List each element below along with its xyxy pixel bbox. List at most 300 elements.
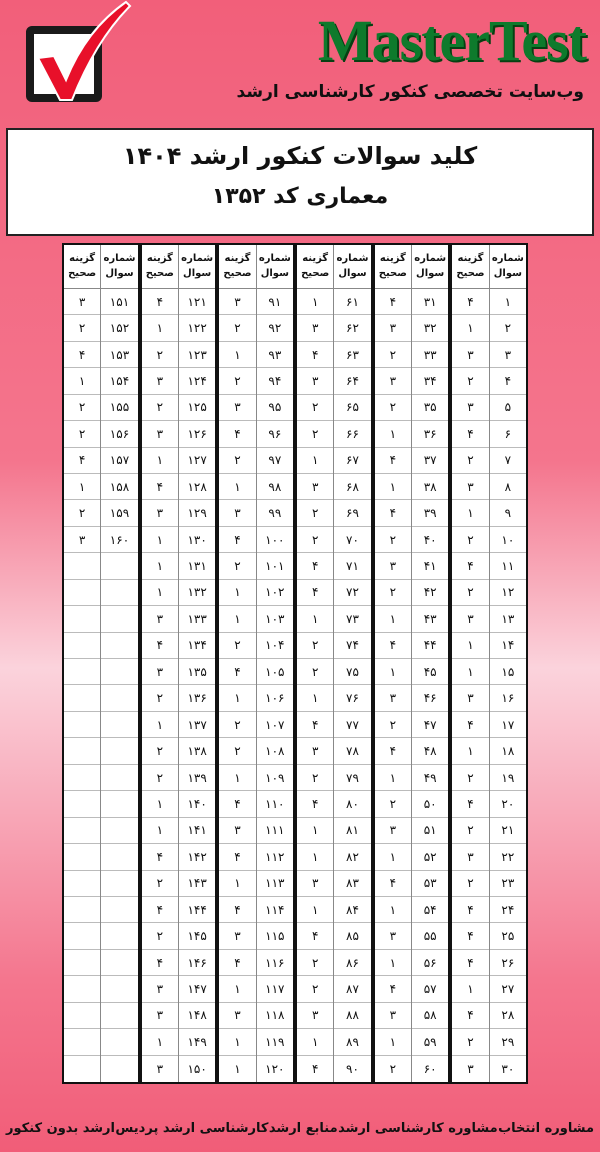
question-number-cell: ۴ [490, 368, 526, 394]
question-number-cell: ۱۳۶ [179, 685, 215, 711]
question-number-cell: ۱۳۸ [179, 738, 215, 764]
answer-cell [64, 659, 100, 685]
answer-cell: ۴ [219, 844, 255, 870]
column-group [142, 245, 220, 1082]
answer-cell: ۴ [452, 1003, 488, 1029]
answer-cell: ۲ [142, 395, 178, 421]
answer-cell: ۲ [297, 500, 333, 526]
answer-cell: ۳ [297, 871, 333, 897]
question-number-cell: ۸۰ [334, 791, 370, 817]
question-number-cell: ۳۷ [412, 448, 448, 474]
answer-cell: ۳ [219, 923, 255, 949]
answer-cell: ۲ [452, 527, 488, 553]
answer-cell: ۱ [297, 289, 333, 315]
question-number-cell: ۱۵۷ [101, 448, 137, 474]
answer-cell: ۳ [64, 527, 100, 553]
answer-cell: ۳ [297, 368, 333, 394]
answer-cell: ۳ [142, 976, 178, 1002]
answer-cell: ۳ [375, 685, 411, 711]
answer-cell: ۳ [219, 818, 255, 844]
answer-cell: ۳ [375, 368, 411, 394]
answer-cell: ۴ [452, 791, 488, 817]
answer-cell: ۱ [375, 606, 411, 632]
question-number-cell: ۹۱ [257, 289, 293, 315]
answer-cell: ۱ [142, 527, 178, 553]
answer-cell: ۱ [219, 342, 255, 368]
answer-cell: ۳ [219, 1003, 255, 1029]
column-group [297, 245, 375, 1082]
question-number-cell: ۱۴۲ [179, 844, 215, 870]
page-subtitle: معماری کد ۱۳۵۲ [211, 184, 389, 209]
answer-cell [64, 1029, 100, 1055]
question-number-cell: ۱۰۸ [257, 738, 293, 764]
question-number-cell: ۱۰۹ [257, 765, 293, 791]
header-correct-answer: گزینه صحیح [219, 245, 255, 289]
question-number-cell: ۱۵۱ [101, 289, 137, 315]
answer-cell: ۱ [219, 976, 255, 1002]
answer-cell: ۱ [452, 738, 488, 764]
answer-cell: ۴ [452, 897, 488, 923]
answer-cell [64, 685, 100, 711]
question-number-cell: ۸۲ [334, 844, 370, 870]
question-number-cell: ۲۸ [490, 1003, 526, 1029]
question-number-cell: ۸۳ [334, 871, 370, 897]
header-question-number: شماره سوال [257, 245, 293, 289]
header-question-number: شماره سوال [412, 245, 448, 289]
answer-cell [64, 818, 100, 844]
question-number-cell: ۳۹ [412, 500, 448, 526]
answer-cell: ۲ [452, 580, 488, 606]
question-number-cell: ۱۲۳ [179, 342, 215, 368]
question-number-cell [101, 923, 137, 949]
column-group [452, 245, 526, 1082]
answer-cell: ۱ [64, 474, 100, 500]
answer-cell: ۲ [375, 712, 411, 738]
answer-cell: ۴ [219, 897, 255, 923]
question-number-cell: ۱۳۵ [179, 659, 215, 685]
answer-cell: ۴ [142, 633, 178, 659]
answer-cell: ۱ [452, 976, 488, 1002]
answer-cell: ۴ [142, 897, 178, 923]
question-number-cell: ۱۳ [490, 606, 526, 632]
question-number-cell: ۱۰۳ [257, 606, 293, 632]
question-number-cell: ۶۶ [334, 421, 370, 447]
question-number-cell: ۱۵۰ [187, 1061, 207, 1076]
question-number-cell: ۱۰۲ [257, 580, 293, 606]
answer-cell: ۲ [375, 527, 411, 553]
answer-cell: ۲ [142, 765, 178, 791]
answer-column [452, 245, 488, 1082]
question-number-cell: ۶۰ [423, 1061, 437, 1076]
answer-cell [64, 976, 100, 1002]
question-number-cell: ۹۸ [257, 474, 293, 500]
question-number-cell [101, 1029, 137, 1055]
answer-cell: ۲ [297, 659, 333, 685]
question-number-cell: ۴۶ [412, 685, 448, 711]
answer-cell: ۴ [375, 976, 411, 1002]
answer-cell: ۴ [375, 738, 411, 764]
question-number-cell [101, 580, 137, 606]
answer-cell: ۳ [452, 844, 488, 870]
question-number-cell: ۱۴۷ [179, 976, 215, 1002]
answer-cell [64, 923, 100, 949]
question-number-cell: ۹۶ [257, 421, 293, 447]
question-number-cell: ۷۱ [334, 553, 370, 579]
question-number-cell: ۱۳۴ [179, 633, 215, 659]
question-number-column [178, 245, 215, 1082]
question-number-cell: ۴۴ [412, 633, 448, 659]
question-number-cell [101, 685, 137, 711]
question-number-cell: ۱۱۵ [257, 923, 293, 949]
checkmark-logo-icon [16, 0, 136, 110]
question-number-cell: ۷۴ [334, 633, 370, 659]
answer-cell [64, 712, 100, 738]
question-number-cell: ۹۲ [257, 315, 293, 341]
question-number-cell: ۱۵۸ [101, 474, 137, 500]
answer-cell: ۲ [297, 395, 333, 421]
question-number-cell: ۲۴ [490, 897, 526, 923]
question-number-cell [101, 633, 137, 659]
answer-cell: ۳ [297, 474, 333, 500]
question-number-cell [101, 738, 137, 764]
question-number-cell: ۱۴۸ [179, 1003, 215, 1029]
question-number-cell: ۱۲۰ [265, 1061, 285, 1076]
question-number-cell [101, 844, 137, 870]
answer-cell: ۴ [375, 871, 411, 897]
question-number-column [100, 245, 137, 1082]
question-number-cell: ۱۰۴ [257, 633, 293, 659]
answer-cell: ۱ [297, 685, 333, 711]
question-number-cell: ۱۰۵ [257, 659, 293, 685]
question-number-cell: ۱۰۱ [257, 553, 293, 579]
answer-cell: ۲ [452, 818, 488, 844]
question-number-cell: ۳۸ [412, 474, 448, 500]
question-number-cell: ۱۲۲ [179, 315, 215, 341]
question-number-cell: ۵۷ [412, 976, 448, 1002]
answer-cell: ۱ [375, 765, 411, 791]
question-number-cell [101, 712, 137, 738]
answer-cell: ۱ [452, 633, 488, 659]
answer-cell: ۲ [375, 395, 411, 421]
question-number-cell: ۱۱۷ [257, 976, 293, 1002]
answer-cell: ۴ [452, 553, 488, 579]
answer-cell: ۲ [297, 950, 333, 976]
answer-cell: ۲ [219, 633, 255, 659]
answer-cell: ۱ [452, 659, 488, 685]
question-number-cell [101, 871, 137, 897]
answer-cell: ۱ [219, 765, 255, 791]
answer-cell: ۱ [64, 368, 100, 394]
answer-cell [64, 738, 100, 764]
question-number-cell: ۳ [490, 342, 526, 368]
answer-cell: ۲ [219, 315, 255, 341]
answer-cell: ۳ [142, 368, 178, 394]
question-number-cell: ۴۳ [412, 606, 448, 632]
answer-cell: ۲ [142, 871, 178, 897]
answer-cell: ۲ [219, 448, 255, 474]
answer-cell: ۲ [64, 395, 100, 421]
question-number-cell: ۶۹ [334, 500, 370, 526]
question-number-cell: ۱۳۲ [179, 580, 215, 606]
question-number-cell: ۱۲۹ [179, 500, 215, 526]
answer-cell [64, 871, 100, 897]
header-question-number: شماره سوال [101, 245, 137, 289]
question-number-cell: ۶ [490, 421, 526, 447]
answer-cell: ۱ [375, 844, 411, 870]
answer-cell: ۳ [219, 289, 255, 315]
footer-link-resources[interactable]: منابع ارشد [268, 1121, 338, 1136]
question-number-cell: ۳۱ [412, 289, 448, 315]
answer-cell: ۳ [219, 395, 255, 421]
footer-link-counseling[interactable]: مشاوره کارشناسی ارشد [338, 1121, 498, 1136]
answer-cell: ۳ [297, 315, 333, 341]
question-number-cell: ۱۶ [490, 685, 526, 711]
answer-column [297, 245, 333, 1082]
question-number-cell: ۱۵۹ [101, 500, 137, 526]
footer-link-no-exam[interactable]: ارشد بدون کنکور [6, 1121, 115, 1136]
answer-cell: ۳ [467, 1061, 474, 1076]
answer-cell: ۱ [452, 500, 488, 526]
answer-cell: ۲ [375, 791, 411, 817]
answer-cell: ۱ [142, 818, 178, 844]
question-number-cell [101, 606, 137, 632]
answer-cell: ۳ [375, 553, 411, 579]
footer-link-pardis[interactable]: کارشناسی ارشد پردیس [115, 1121, 269, 1136]
question-number-cell: ۸۱ [334, 818, 370, 844]
question-number-cell: ۸۷ [334, 976, 370, 1002]
answer-cell: ۳ [156, 1061, 164, 1076]
question-number-column [256, 245, 293, 1082]
answer-cell: ۴ [452, 421, 488, 447]
question-number-cell: ۷۰ [334, 527, 370, 553]
answer-cell: ۱ [219, 685, 255, 711]
answer-cell: ۱ [219, 871, 255, 897]
question-number-cell [101, 553, 137, 579]
answer-cell: ۱ [375, 950, 411, 976]
question-number-cell: ۲۱ [490, 818, 526, 844]
question-number-cell: ۲۶ [490, 950, 526, 976]
question-number-cell: ۴۰ [412, 527, 448, 553]
answer-cell: ۴ [142, 474, 178, 500]
answer-cell: ۲ [452, 448, 488, 474]
answer-cell: ۲ [297, 976, 333, 1002]
answer-cell: ۲ [219, 553, 255, 579]
answer-cell: ۳ [452, 685, 488, 711]
answer-cell: ۲ [452, 368, 488, 394]
question-number-cell: ۱۱۳ [257, 871, 293, 897]
answer-cell: ۳ [452, 606, 488, 632]
answer-cell: ۲ [64, 315, 100, 341]
answer-cell: ۱ [297, 606, 333, 632]
question-number-cell [101, 791, 137, 817]
answer-cell [64, 950, 100, 976]
answer-cell: ۴ [375, 289, 411, 315]
question-number-cell [101, 765, 137, 791]
answer-cell: ۲ [297, 421, 333, 447]
question-number-cell: ۷ [490, 448, 526, 474]
answer-cell: ۳ [375, 315, 411, 341]
column-group [375, 245, 453, 1082]
question-number-cell: ۱۴ [490, 633, 526, 659]
answer-cell: ۲ [375, 342, 411, 368]
answer-cell [64, 633, 100, 659]
answer-cell: ۴ [297, 712, 333, 738]
question-number-cell: ۱۴۴ [179, 897, 215, 923]
question-number-cell: ۸۴ [334, 897, 370, 923]
answer-cell: ۴ [452, 289, 488, 315]
answer-cell: ۱ [297, 1029, 333, 1055]
header-correct-answer: گزینه صحیح [142, 245, 178, 289]
answer-column [375, 245, 411, 1082]
question-number-cell: ۴۸ [412, 738, 448, 764]
question-number-cell: ۷۷ [334, 712, 370, 738]
question-number-cell: ۱۲ [490, 580, 526, 606]
question-number-cell: ۷۳ [334, 606, 370, 632]
answer-cell: ۱ [452, 315, 488, 341]
answer-cell: ۱ [297, 818, 333, 844]
question-number-cell: ۵۰ [412, 791, 448, 817]
question-number-cell: ۱۰۶ [257, 685, 293, 711]
answer-cell: ۲ [142, 342, 178, 368]
question-number-cell: ۶۵ [334, 395, 370, 421]
question-number-cell: ۱۲۵ [179, 395, 215, 421]
question-number-cell [101, 1056, 137, 1082]
answer-cell: ۴ [375, 448, 411, 474]
title-box [6, 128, 594, 236]
question-number-cell: ۱۳۱ [179, 553, 215, 579]
question-number-cell: ۱۵۳ [101, 342, 137, 368]
question-number-cell: ۱۳۳ [179, 606, 215, 632]
question-number-cell: ۲۵ [490, 923, 526, 949]
question-number-cell: ۸ [490, 474, 526, 500]
question-number-cell: ۷۵ [334, 659, 370, 685]
question-number-cell [101, 818, 137, 844]
answer-cell: ۴ [219, 421, 255, 447]
answer-cell: ۴ [297, 342, 333, 368]
answer-cell: ۲ [297, 527, 333, 553]
answer-cell: ۴ [64, 448, 100, 474]
question-number-cell: ۱۱۰ [257, 791, 293, 817]
answer-cell: ۴ [297, 923, 333, 949]
question-number-cell [101, 950, 137, 976]
answer-cell: ۱ [375, 1029, 411, 1055]
question-number-cell: ۶۲ [334, 315, 370, 341]
answer-cell: ۳ [297, 1003, 333, 1029]
answer-cell [64, 897, 100, 923]
answer-cell: ۲ [219, 368, 255, 394]
question-number-cell: ۱۱۴ [257, 897, 293, 923]
answer-column [142, 245, 178, 1082]
answer-cell: ۳ [297, 738, 333, 764]
question-number-cell: ۱۲۶ [179, 421, 215, 447]
column-group [219, 245, 297, 1082]
question-number-cell: ۳۲ [412, 315, 448, 341]
answer-cell: ۱ [142, 448, 178, 474]
question-number-cell: ۵۴ [412, 897, 448, 923]
answer-cell: ۲ [452, 1029, 488, 1055]
question-number-cell: ۳۳ [412, 342, 448, 368]
question-number-cell: ۵۱ [412, 818, 448, 844]
answer-cell: ۱ [375, 421, 411, 447]
question-number-column [489, 245, 526, 1082]
answer-cell: ۲ [142, 685, 178, 711]
answer-cell: ۱ [142, 315, 178, 341]
answer-cell: ۴ [311, 1061, 319, 1076]
answer-cell: ۲ [452, 871, 488, 897]
answer-cell: ۲ [142, 923, 178, 949]
question-number-cell: ۶۸ [334, 474, 370, 500]
answer-cell [64, 1056, 100, 1082]
question-number-cell: ۱۰ [490, 527, 526, 553]
question-number-column [411, 245, 448, 1082]
answer-cell: ۴ [452, 950, 488, 976]
answer-cell: ۴ [219, 527, 255, 553]
question-number-cell: ۵۶ [412, 950, 448, 976]
answer-cell: ۴ [375, 500, 411, 526]
answer-cell: ۲ [297, 765, 333, 791]
question-number-cell: ۲۲ [490, 844, 526, 870]
answer-cell: ۲ [64, 500, 100, 526]
question-number-cell: ۱۸ [490, 738, 526, 764]
header-correct-answer: گزینه صحیح [64, 245, 100, 289]
answer-cell [64, 553, 100, 579]
question-number-cell: ۵۹ [412, 1029, 448, 1055]
footer-link-selection[interactable]: مشاوره انتخاب [498, 1121, 594, 1136]
answer-cell: ۳ [375, 923, 411, 949]
question-number-cell: ۱۵ [490, 659, 526, 685]
question-number-cell: ۲۷ [490, 976, 526, 1002]
question-number-cell: ۴۹ [412, 765, 448, 791]
question-number-cell: ۸۵ [334, 923, 370, 949]
question-number-cell: ۱۴۱ [179, 818, 215, 844]
question-number-cell: ۵۲ [412, 844, 448, 870]
question-number-cell: ۱۱۸ [257, 1003, 293, 1029]
page-title: کلید سوالات کنکور ارشد ۱۴۰۴ [122, 142, 478, 170]
answer-cell: ۳ [452, 474, 488, 500]
answer-cell: ۴ [297, 791, 333, 817]
question-number-cell: ۹۷ [257, 448, 293, 474]
question-number-cell: ۱۰۰ [257, 527, 293, 553]
question-number-cell: ۱۱ [490, 553, 526, 579]
question-number-cell: ۴۵ [412, 659, 448, 685]
question-number-cell: ۱۴۰ [179, 791, 215, 817]
question-number-cell: ۱۳۷ [179, 712, 215, 738]
question-number-cell: ۱۷ [490, 712, 526, 738]
answer-cell: ۱ [375, 897, 411, 923]
answer-cell: ۴ [297, 580, 333, 606]
question-number-cell: ۱۱۹ [257, 1029, 293, 1055]
question-number-cell: ۹۳ [257, 342, 293, 368]
answer-cell: ۳ [142, 500, 178, 526]
answer-cell: ۳ [142, 659, 178, 685]
question-number-cell: ۱۲۴ [179, 368, 215, 394]
column-group [64, 245, 142, 1082]
question-number-cell: ۱۶۰ [101, 527, 137, 553]
answer-cell [64, 1003, 100, 1029]
answer-cell: ۲ [219, 712, 255, 738]
answer-cell: ۲ [297, 633, 333, 659]
question-number-cell: ۳۶ [412, 421, 448, 447]
header-question-number: شماره سوال [179, 245, 215, 289]
question-number-cell: ۶۷ [334, 448, 370, 474]
answer-cell: ۴ [452, 712, 488, 738]
question-number-cell: ۳۰ [501, 1061, 515, 1076]
question-number-cell: ۵۸ [412, 1003, 448, 1029]
answer-cell: ۳ [375, 1003, 411, 1029]
answer-cell [64, 791, 100, 817]
question-number-cell: ۲۰ [490, 791, 526, 817]
question-number-cell: ۵۳ [412, 871, 448, 897]
